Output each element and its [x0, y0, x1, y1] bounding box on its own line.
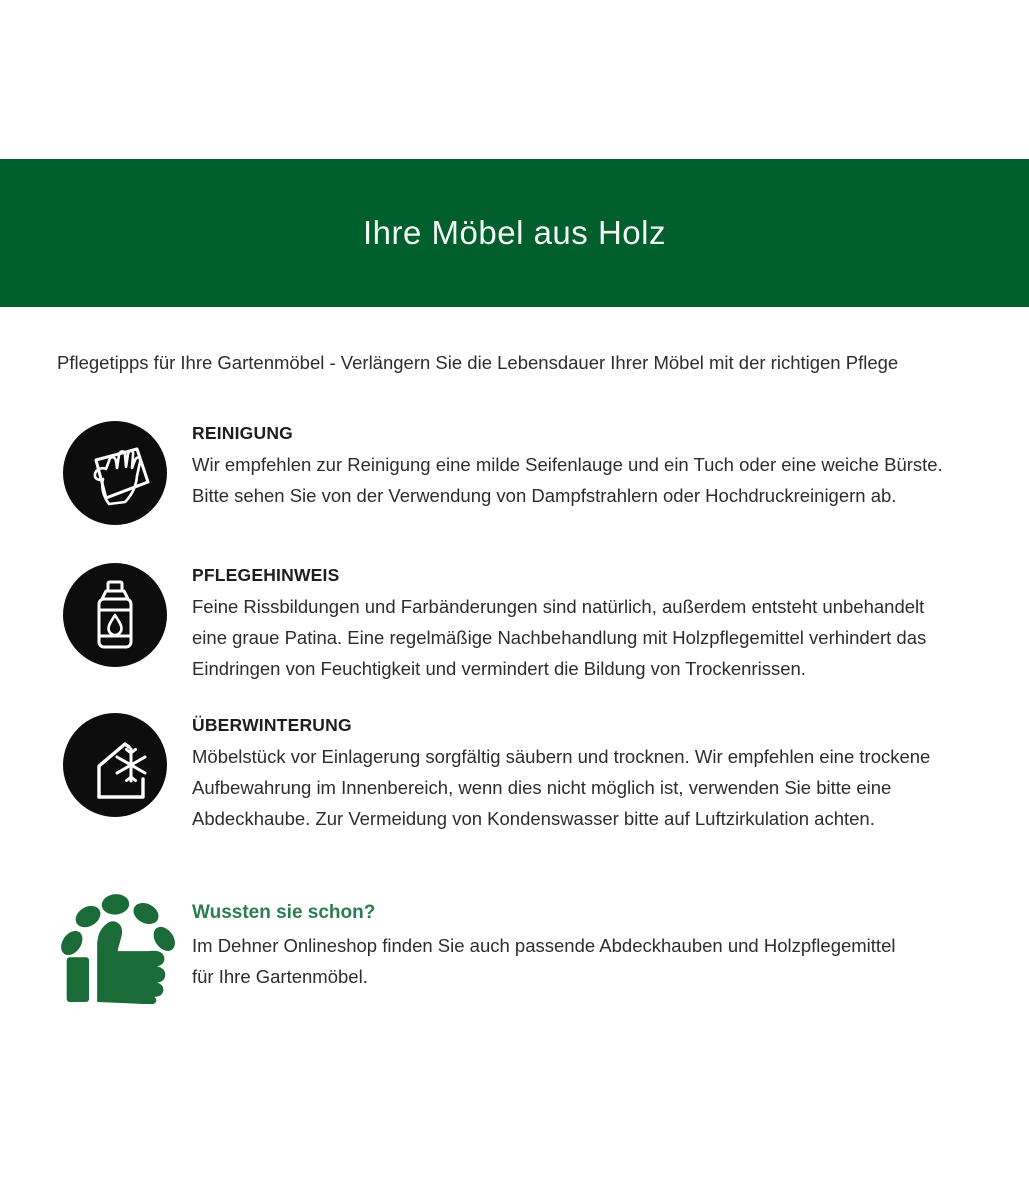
banner-title: Ihre Möbel aus Holz — [363, 214, 666, 251]
section-reinigung — [63, 419, 943, 525]
section-text — [192, 711, 930, 834]
section-text — [192, 419, 943, 511]
section-title: PFLEGEHINWEIS — [192, 565, 340, 585]
banner — [0, 159, 1029, 307]
section-title: ÜBERWINTERUNG — [192, 715, 352, 735]
tip-title: Wussten sie schon? — [192, 902, 376, 923]
winter-house-icon — [63, 713, 167, 817]
section-body-line: Eindringen von Feuchtigkeit und vermindert die Bildung von Trockenrissen. — [192, 658, 806, 679]
section-body-line: Abdeckhaube. Zur Vermeidung von Kondenswasser bitte auf Luftzirkulation achten. — [192, 808, 875, 829]
section-text — [192, 561, 926, 684]
tip-section — [58, 882, 895, 1004]
tip-body-line: für Ihre Gartenmöbel. — [192, 966, 368, 987]
section-body-line: eine graue Patina. Eine regelmäßige Nachbehandlung mit Holzpflegemittel verhindert das — [192, 627, 927, 648]
section-body-line: Aufbewahrung im Innenbereich, wenn dies nicht möglich ist, verwenden Sie bitte eine — [192, 777, 892, 798]
intro-text: Pflegetipps für Ihre Gartenmöbel - Verlängern Sie die Lebensdauer Ihrer Möbel mit der richtigen Pflege — [57, 352, 899, 373]
section-body-line: Wir empfehlen zur Reinigung eine milde Seifenlauge und ein Tuch oder eine weiche Bürste. — [192, 454, 943, 475]
care-bottle-icon — [63, 563, 167, 667]
tip-text — [192, 902, 895, 992]
section-ueberwinterung — [63, 711, 930, 834]
cleaning-cloth-icon — [63, 421, 167, 525]
tip-body-line: Im Dehner Onlineshop finden Sie auch passende Abdeckhauben und Holzpflegemittel — [192, 935, 896, 956]
section-body-line: Feine Rissbildungen und Farbänderungen sind natürlich, außerdem entsteht unbehandelt — [192, 596, 925, 617]
section-title: REINIGUNG — [192, 423, 293, 443]
thumbs-up-leaves-icon — [58, 882, 176, 1004]
section-body-line: Bitte sehen Sie von der Verwendung von Dampfstrahlern oder Hochdruckreinigern ab. — [192, 485, 897, 506]
section-body-line: Möbelstück vor Einlagerung sorgfältig säubern und trocknen. Wir empfehlen eine trockene — [192, 746, 931, 767]
section-pflegehinweis — [63, 561, 926, 684]
